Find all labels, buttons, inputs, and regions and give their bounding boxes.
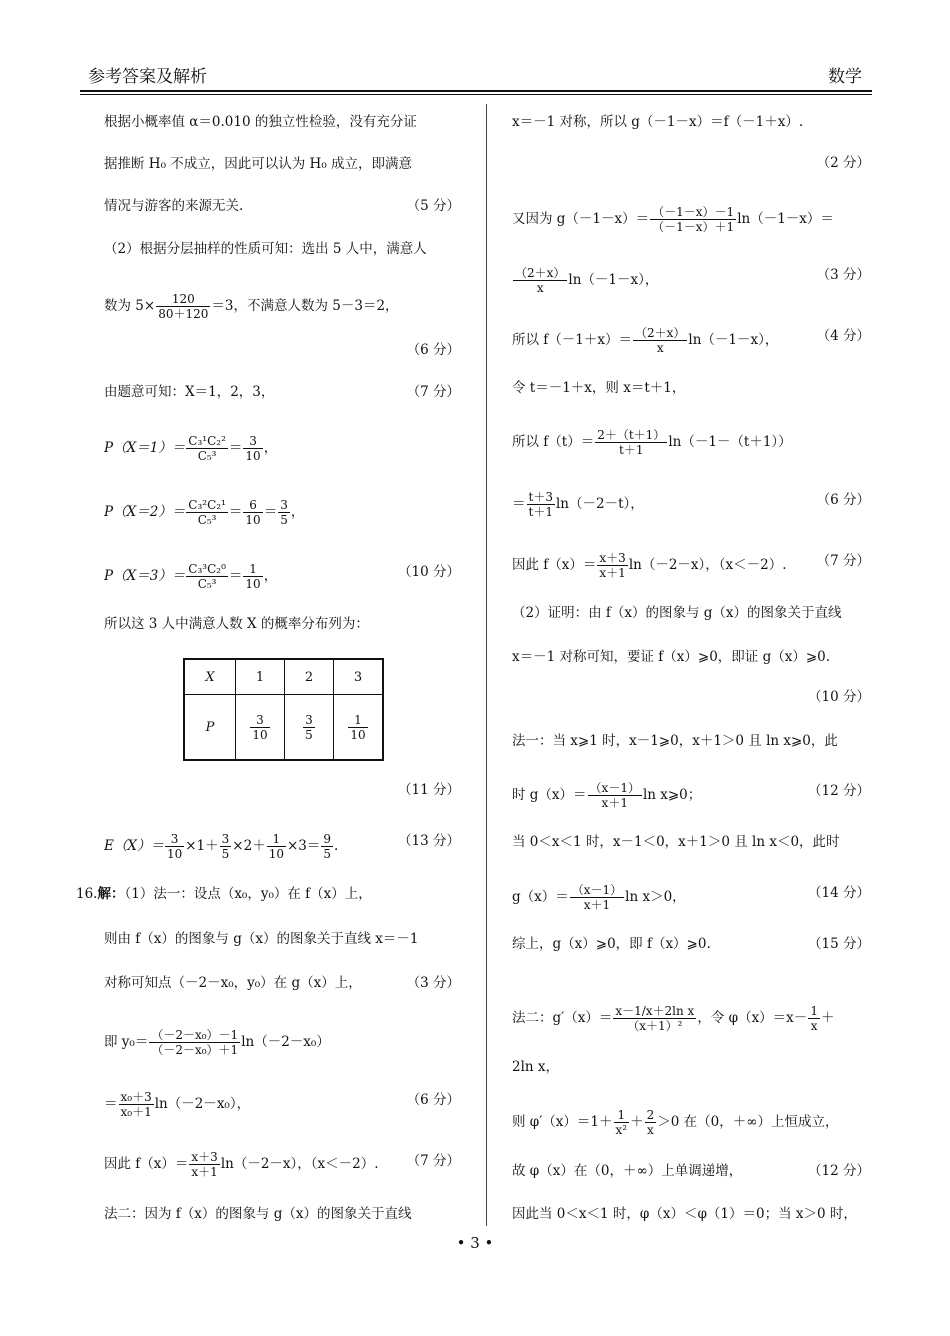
formula-line [512, 428, 792, 457]
formula-line [104, 498, 304, 527]
fraction [595, 428, 667, 457]
formula-line [512, 781, 701, 810]
score-mark: （3 分） [816, 267, 870, 283]
formula-line [104, 434, 277, 463]
text: ＋ [820, 1010, 835, 1026]
text-line: 综上，g（x）⩾0，即 f（x）⩾0. [512, 936, 711, 952]
denominator: C₅³ [197, 577, 217, 591]
fraction [186, 498, 228, 527]
text: ln（－2－t）， [555, 496, 644, 512]
page-number: • 3 • [456, 1234, 494, 1252]
fraction [808, 1004, 820, 1033]
numerator: （x－1） [571, 883, 623, 897]
text: ＝ [228, 568, 243, 584]
denominator: x [647, 1123, 654, 1137]
formula-line [512, 551, 787, 580]
score-mark: （6 分） [406, 342, 460, 358]
numerator: 1 [614, 1108, 630, 1123]
denominator: x＋1 [601, 796, 628, 810]
numerator: （x－1） [589, 781, 640, 795]
fraction [348, 713, 367, 742]
fraction [186, 562, 228, 591]
text: 即 y₀＝ [104, 1034, 149, 1050]
text: ×1＋ [185, 838, 219, 854]
header-rule-thin [80, 94, 872, 95]
denominator: 5 [323, 847, 332, 861]
numerator: 3 [165, 832, 184, 847]
denominator: x [810, 1019, 818, 1033]
text-line: （2）根据分层抽样的性质可知：选出 5 人中，满意人 [104, 241, 427, 257]
fraction [278, 498, 290, 527]
text: ln（－1－x）， [688, 332, 779, 348]
text-line: 所以这 3 人中满意人数 X 的概率分布列为： [104, 616, 369, 632]
denominator: 10 [350, 727, 366, 742]
denominator: 10 [166, 847, 183, 861]
question-number: 16. [76, 886, 98, 902]
numerator: 1 [267, 832, 286, 847]
text: 又因为 g（－1－x）＝ [512, 211, 650, 227]
text-line: 根据小概率值 α＝0.010 的独立性检验，没有充分证 [104, 114, 417, 130]
denominator: x₀＋1 [120, 1105, 152, 1119]
denominator: 10 [245, 513, 261, 527]
numerator: C₃²C₂¹ [188, 498, 226, 512]
denominator: （－2－x₀）＋1 [151, 1043, 239, 1057]
score-mark: （7 分） [816, 553, 870, 569]
denominator: （－1－x）＋1 [652, 220, 735, 234]
score-mark: （7 分） [406, 1153, 460, 1169]
fraction [156, 292, 210, 321]
text: ln（－2－x），（x＜－2）. [628, 557, 787, 573]
formula-line [104, 1028, 330, 1057]
table-header-cell: 2 [285, 659, 334, 695]
text: ， [263, 440, 278, 456]
formula-line [512, 205, 834, 234]
score-mark: （6 分） [406, 1092, 460, 1108]
numerator: 2 [646, 1108, 655, 1122]
denominator: C₅³ [197, 449, 217, 463]
denominator: x [536, 281, 544, 295]
text: （1）法一：设点（x₀，y₀）在 f（x）上， [124, 886, 372, 902]
numerator: 6 [243, 498, 262, 513]
fraction [303, 713, 315, 742]
denominator: 5 [305, 727, 313, 742]
fraction [613, 1004, 696, 1033]
numerator: C₃¹C₂² [188, 434, 226, 448]
formula-line [512, 883, 686, 912]
formula-line [512, 1108, 838, 1137]
fraction [243, 562, 262, 591]
fraction [527, 490, 555, 519]
numerator: 1 [243, 562, 262, 577]
score-mark: （10 分） [808, 689, 870, 705]
text: E（X）＝ [104, 838, 164, 854]
question-line [76, 885, 372, 903]
text-line: 对称可知点（－2－x₀，y₀）在 g（x）上， [104, 975, 362, 991]
numerator: x＋3 [599, 551, 626, 565]
denominator: x [656, 341, 664, 355]
fraction [597, 551, 627, 580]
answer-label: 解： [97, 886, 125, 902]
fraction [149, 1028, 240, 1057]
numerator: 1 [810, 1004, 818, 1018]
numerator: 3 [221, 832, 230, 846]
probability-distribution-table [183, 658, 384, 761]
numerator: 3 [243, 434, 262, 449]
text-line: 法一：当 x⩾1 时，x－1⩾0，x＋1＞0 且 ln x⩾0，此 [512, 733, 838, 749]
text: 所以 f（－1＋x）＝ [512, 332, 632, 348]
formula-line [104, 292, 399, 321]
column-divider [486, 104, 487, 1226]
fraction [165, 832, 184, 861]
header-rule-thick [80, 90, 872, 92]
text-line: 当 0＜x＜1 时，x－1＜0，x＋1＞0 且 ln x＜0，此时 [512, 834, 840, 850]
numerator: 3 [250, 713, 269, 728]
formula-line [512, 1004, 834, 1033]
header-title: 参考答案及解析 [88, 67, 207, 87]
denominator: 10 [245, 577, 261, 591]
numerator: C₃³C₂⁰ [188, 562, 226, 576]
text: ×3＝ [286, 838, 321, 854]
numerator: t＋3 [528, 490, 553, 504]
fraction [645, 1108, 657, 1137]
text-line: 情况与游客的来源无关. [104, 198, 244, 214]
text-line: 故 φ（x）在（0，＋∞）上单调递增， [512, 1163, 743, 1179]
text: ， [263, 568, 278, 584]
text: ＞0 在（0，＋∞）上恒成立， [657, 1114, 839, 1130]
denominator: C₅³ [197, 513, 217, 527]
text: ＝ [512, 496, 526, 512]
numerator: （2＋x） [635, 326, 686, 340]
fraction [588, 781, 642, 810]
score-mark: （12 分） [808, 1163, 870, 1179]
score-mark: （6 分） [816, 492, 870, 508]
numerator: 1 [348, 713, 367, 728]
table-header-cell: X [184, 659, 236, 695]
fraction [650, 205, 736, 234]
text: ln（－2－x₀） [241, 1034, 330, 1050]
denominator: 10 [245, 449, 261, 463]
fraction [570, 883, 624, 912]
text: 因此 f（x）＝ [104, 1156, 189, 1172]
score-mark: （13 分） [398, 833, 460, 849]
denominator: x² [615, 1123, 628, 1137]
denominator: （x＋1）² [627, 1019, 683, 1033]
text: g（x）＝ [512, 889, 569, 905]
denominator: x＋1 [191, 1165, 218, 1179]
text-line: 由题意可知：X＝1，2，3， [104, 384, 275, 400]
fraction [220, 832, 232, 861]
formula-line [104, 1150, 379, 1179]
score-mark: （4 分） [816, 328, 870, 344]
text: 所以 f（t）＝ [512, 434, 595, 450]
text: ＝ [104, 1096, 118, 1112]
score-mark: （5 分） [406, 198, 460, 214]
denominator: 80＋120 [158, 307, 209, 321]
denominator: t＋1 [619, 443, 644, 457]
fraction [614, 1108, 630, 1137]
table-header-cell: 1 [236, 659, 285, 695]
text: 时 g（x）＝ [512, 787, 587, 803]
text: P（X＝2）＝ [104, 504, 186, 520]
text: 法二：g′（x）＝ [512, 1010, 613, 1026]
text: ln（－1－x）， [568, 272, 659, 288]
score-mark: （11 分） [398, 782, 460, 798]
text: ln（－2－x₀）， [154, 1096, 251, 1112]
numerator: x－1/x＋2ln x [615, 1004, 695, 1018]
text: 数为 5× [104, 298, 156, 314]
score-mark: （3 分） [406, 975, 460, 991]
text: ＝3，不满意人数为 5－3＝2， [211, 298, 399, 314]
denominator: x＋1 [599, 566, 626, 580]
text: ，令 φ（x）＝x－ [697, 1010, 808, 1026]
numerator: 2＋（t＋1） [597, 428, 666, 442]
text-line: 因此当 0＜x＜1 时，φ（x）＜φ（1）＝0；当 x＞0 时， [512, 1206, 857, 1222]
numerator: （2＋x） [515, 266, 566, 280]
score-mark: （14 分） [808, 885, 870, 901]
text: ln（－2－x），（x＜－2）. [220, 1156, 379, 1172]
fraction [186, 434, 228, 463]
text: P（X＝3）＝ [104, 568, 186, 584]
text-line: 令 t＝－1＋x，则 x＝t＋1， [512, 380, 686, 396]
numerator: 120 [156, 292, 210, 307]
text-line: （2）证明：由 f（x）的图象与 g（x）的图象关于直线 [512, 605, 842, 621]
text: ln（－1－（t＋1）） [668, 434, 792, 450]
text: ln x＞0， [625, 889, 686, 905]
text: P（X＝1）＝ [104, 440, 186, 456]
formula-line [104, 562, 277, 591]
text: ＋ [630, 1114, 644, 1130]
text: ， [290, 504, 305, 520]
score-mark: （7 分） [406, 384, 460, 400]
text-line: 法二：因为 f（x）的图象与 g（x）的图象关于直线 [104, 1206, 412, 1222]
fraction [513, 266, 567, 295]
score-mark: （15 分） [808, 936, 870, 952]
score-mark: （12 分） [808, 783, 870, 799]
denominator: 5 [280, 513, 288, 527]
text-line: 据推断 H₀ 不成立，因此可以认为 H₀ 成立，即满意 [104, 156, 413, 172]
text: ln（－1－x）＝ [737, 211, 834, 227]
formula-line [512, 266, 658, 295]
text: ×2＋ [232, 838, 266, 854]
fraction [267, 832, 286, 861]
denominator: x＋1 [583, 898, 611, 912]
numerator: x＋3 [191, 1150, 218, 1164]
denominator: t＋1 [528, 505, 553, 519]
numerator: （－1－x）－1 [652, 205, 735, 219]
text-line: 则由 f（x）的图象与 g（x）的图象关于直线 x＝－1 [104, 931, 419, 947]
fraction [633, 326, 687, 355]
fraction [189, 1150, 219, 1179]
table-cell [334, 695, 384, 761]
formula-line [512, 490, 644, 519]
table-row-label: P [184, 695, 236, 761]
table-header-cell: 3 [334, 659, 384, 695]
fraction [243, 434, 262, 463]
text: ＝ [263, 504, 278, 520]
numerator: 3 [280, 498, 288, 512]
fraction [321, 832, 333, 861]
text: ＝ [228, 504, 243, 520]
table-cell [236, 695, 285, 761]
text-line: x＝－1 对称，所以 g（－1－x）＝f（－1＋x）. [512, 114, 804, 130]
formula-line [104, 832, 338, 861]
text-line: 2ln x， [512, 1059, 560, 1075]
fraction [119, 1090, 154, 1119]
table-cell [285, 695, 334, 761]
score-mark: （10 分） [398, 564, 460, 580]
text: . [334, 838, 339, 854]
numerator: 9 [323, 832, 332, 846]
numerator: x₀＋3 [120, 1090, 152, 1104]
header-subject: 数学 [828, 67, 862, 87]
text-line: x＝－1 对称可知，要证 f（x）⩾0，即证 g（x）⩾0. [512, 649, 831, 665]
denominator: 10 [268, 847, 284, 861]
text: ＝ [228, 440, 243, 456]
numerator: 3 [305, 712, 313, 727]
text: 则 φ′（x）＝1＋ [512, 1114, 613, 1130]
formula-line [512, 326, 778, 355]
denominator: 10 [252, 727, 268, 742]
score-mark: （2 分） [816, 155, 870, 171]
text: ln x⩾0； [642, 787, 702, 803]
numerator: （－2－x₀）－1 [151, 1028, 239, 1042]
fraction [250, 713, 269, 742]
formula-line [104, 1090, 250, 1119]
text: 因此 f（x）＝ [512, 557, 597, 573]
fraction [243, 498, 262, 527]
denominator: 5 [221, 847, 230, 861]
